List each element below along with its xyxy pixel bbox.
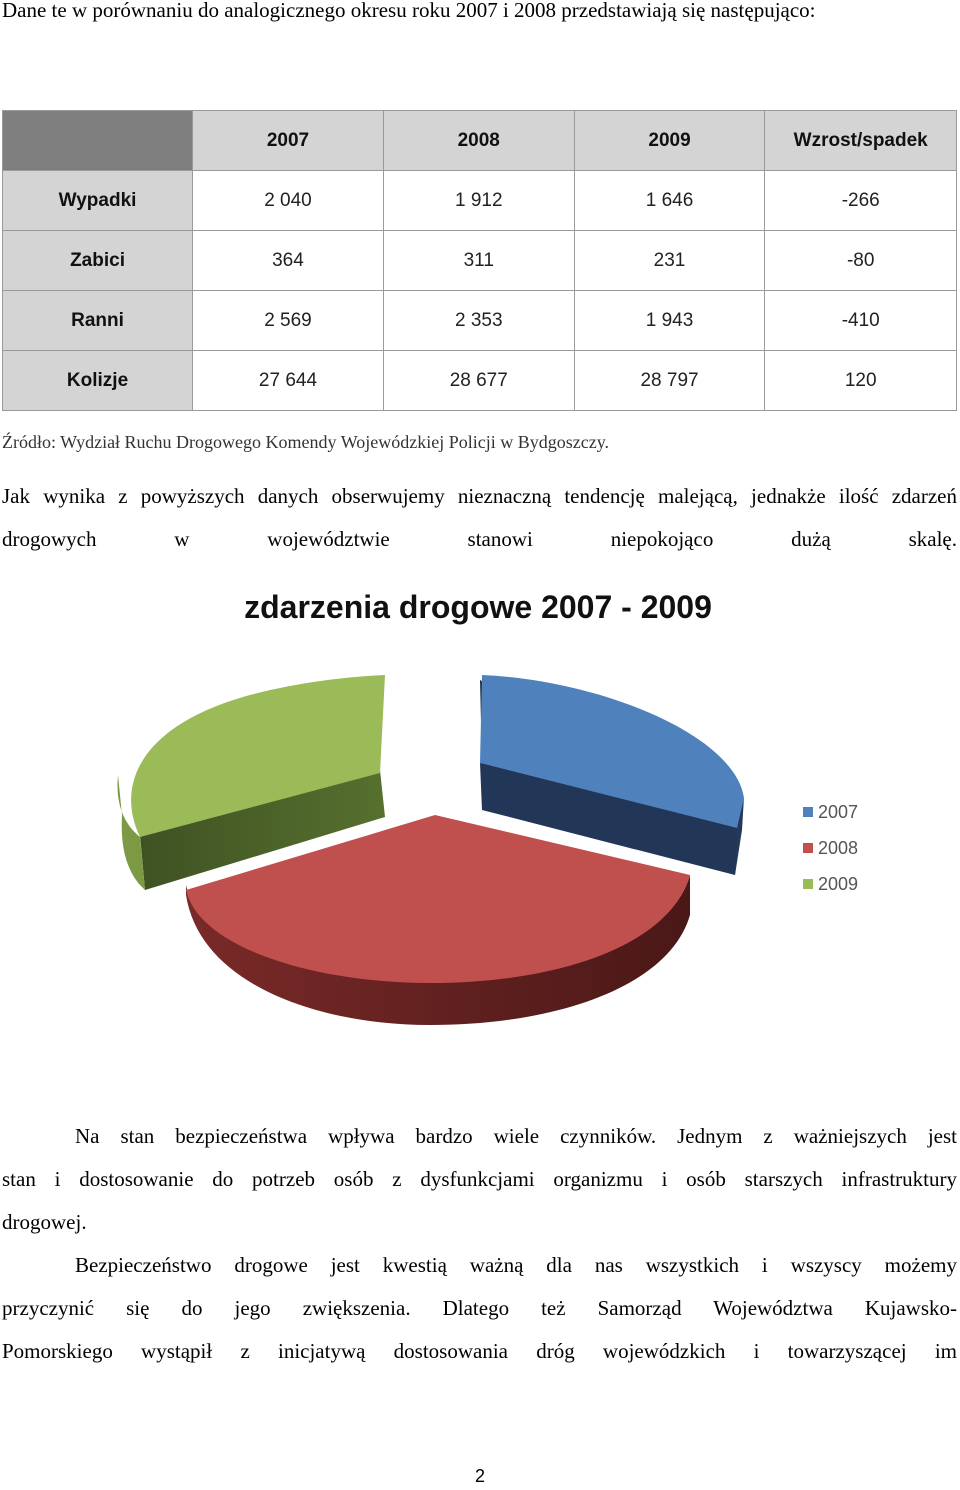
table-cell: 2 569 — [193, 291, 384, 351]
legend-label-2008: 2008 — [818, 838, 859, 858]
legend-swatch-2007 — [803, 807, 813, 817]
table-cell: 231 — [574, 231, 765, 291]
table-cell: 311 — [383, 231, 574, 291]
paragraph-line: drogowej. — [2, 1210, 87, 1234]
chart-legend — [803, 802, 858, 894]
table-cell: 1 912 — [383, 171, 574, 231]
table-header-row — [3, 111, 957, 171]
table-cell: -80 — [765, 231, 957, 291]
table-cell: 28 677 — [383, 351, 574, 411]
legend-item-2008 — [803, 838, 858, 858]
legend-swatch-2009 — [803, 879, 813, 889]
row-label: Zabici — [3, 231, 193, 291]
factors-paragraph — [2, 1115, 957, 1244]
paragraph-line: przyczynić się do jego zwiększenia. Dlatego też Samorząd Województwa Kujawsko- — [2, 1296, 957, 1320]
safety-paragraph — [2, 1244, 957, 1373]
header-2008: 2008 — [383, 111, 574, 171]
table-row — [3, 351, 957, 411]
source-note: Źródło: Wydział Ruchu Drogowego Komendy Wojewódzkiej Policji w Bydgoszczy. — [2, 432, 610, 452]
header-change: Wzrost/spadek — [765, 111, 957, 171]
table-cell: -410 — [765, 291, 957, 351]
table-row — [3, 171, 957, 231]
table-cell: -266 — [765, 171, 957, 231]
header-2009: 2009 — [574, 111, 765, 171]
legend-item-2007 — [803, 802, 858, 822]
analysis-paragraph: Jak wynika z powyższych danych obserwujemy nieznaczną tendencję malejącą, jednakże ilość zdarzeń drogowych w województwie stanowi niepokojąco dużą skalę. — [2, 484, 957, 551]
page-number: 2 — [474, 1466, 485, 1486]
row-label: Wypadki — [3, 171, 193, 231]
table-cell: 28 797 — [574, 351, 765, 411]
paragraph-line: Bezpieczeństwo drogowe jest kwestią ważną dla nas wszystkich i wszyscy możemy — [75, 1253, 957, 1277]
table-cell: 2 353 — [383, 291, 574, 351]
row-label: Ranni — [3, 291, 193, 351]
legend-swatch-2008 — [803, 843, 813, 853]
table-cell: 27 644 — [193, 351, 384, 411]
header-2007: 2007 — [193, 111, 384, 171]
legend-label-2009: 2009 — [818, 874, 859, 894]
row-label: Kolizje — [3, 351, 193, 411]
legend-label-2007: 2007 — [818, 802, 859, 822]
table-corner-cell — [3, 111, 193, 171]
table-row — [3, 231, 957, 291]
intro-paragraph: Dane te w porównaniu do analogicznego okresu roku 2007 i 2008 przedstawiają się następująco: — [2, 0, 816, 22]
chart-title: zdarzenia drogowe 2007 - 2009 — [244, 589, 712, 625]
pie-chart — [0, 585, 960, 1085]
table-cell: 2 040 — [193, 171, 384, 231]
paragraph-line: stan i dostosowanie do potrzeb osób z dysfunkcjami organizmu i osób starszych infrastruktury — [2, 1167, 957, 1191]
table-cell: 364 — [193, 231, 384, 291]
table-row — [3, 291, 957, 351]
table-cell: 1 943 — [574, 291, 765, 351]
paragraph-line: Na stan bezpieczeństwa wpływa bardzo wiele czynników. Jednym z ważniejszych jest — [75, 1124, 957, 1148]
paragraph-line: Pomorskiego wystąpił z inicjatywą dostosowania dróg wojewódzkich i towarzyszącej im — [2, 1339, 957, 1363]
legend-item-2009 — [803, 874, 858, 894]
statistics-table — [2, 110, 957, 411]
table-cell: 1 646 — [574, 171, 765, 231]
table-cell: 120 — [765, 351, 957, 411]
